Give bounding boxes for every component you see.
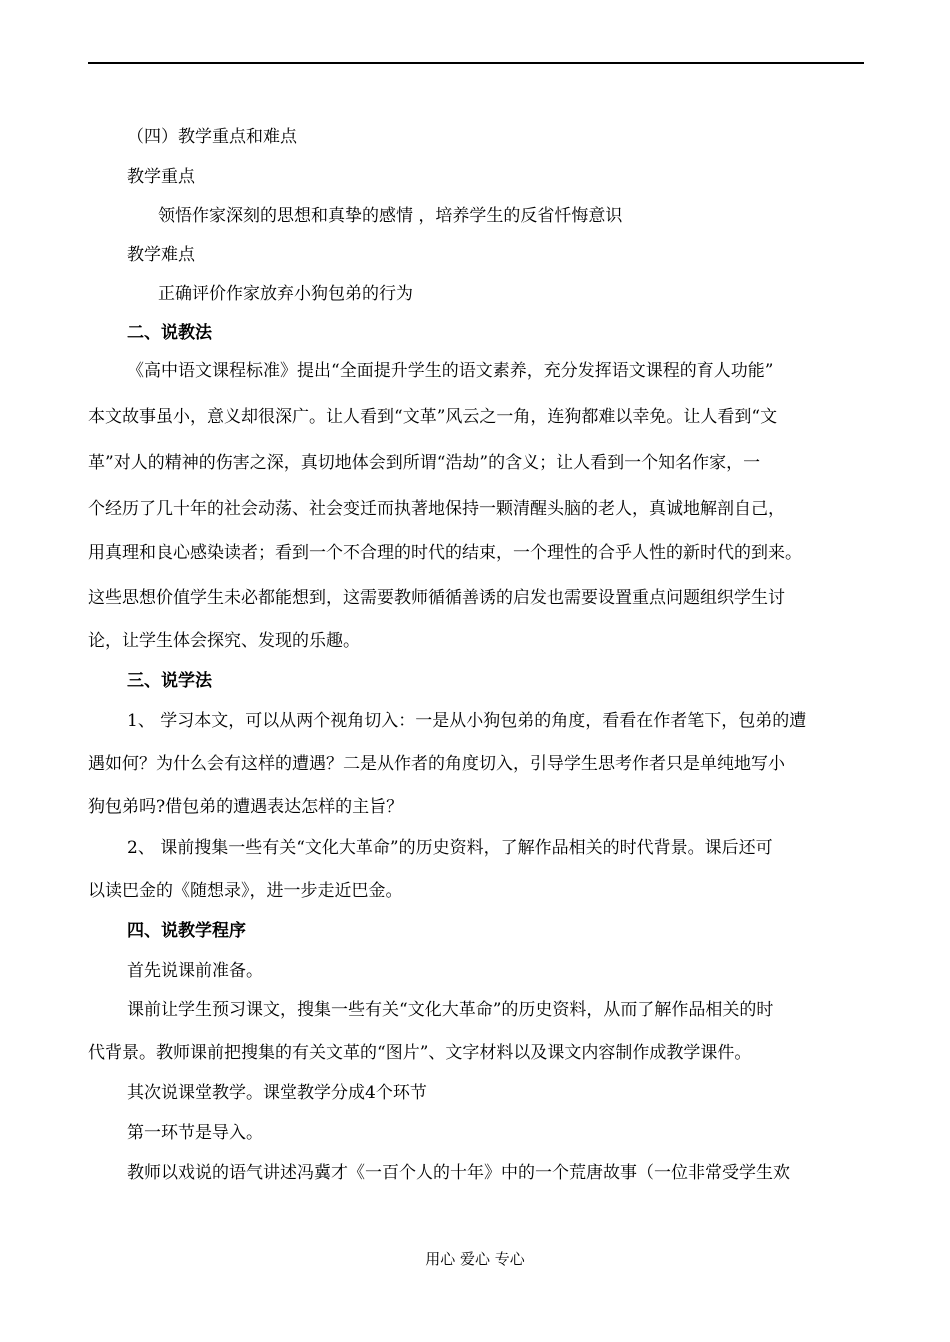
- paragraph-line: 狗包弟吗?借包弟的遭遇表达怎样的主旨？: [88, 797, 404, 817]
- subsection-heading: （四）教学重点和难点: [127, 127, 297, 147]
- list-item-2: 2、 课前搜集一些有关“文化大革命”的历史资料，了解作品相关的时代背景。课后还可: [127, 838, 773, 858]
- section-heading-teaching-method: 二、说教法: [127, 323, 212, 343]
- section-heading-teaching-procedure: 四、说教学程序: [127, 921, 246, 941]
- paragraph-line: 教师以戏说的语气讲述冯冀才《一百个人的十年》中的一个荒唐故事（一位非常受学生欢: [127, 1163, 790, 1183]
- paragraph-line: 其次说课堂教学。课堂教学分成4个环节: [127, 1083, 427, 1103]
- paragraph-line: 《高中语文课程标准》提出“全面提升学生的语文素养，充分发挥语文课程的育人功能”: [127, 361, 774, 381]
- paragraph-line: 课前让学生预习课文，搜集一些有关“文化大革命”的历史资料，从而了解作品相关的时: [127, 1000, 774, 1020]
- page-footer: 用心 爱心 专心: [425, 1250, 525, 1268]
- difficulties-text: 正确评价作家放弃小狗包弟的行为: [158, 284, 413, 304]
- paragraph-line: 革”对人的精神的伤害之深，真切地体会到所谓“浩劫”的含义；让人看到一个知名作家，一: [88, 453, 761, 473]
- paragraph-line: 遇如何？为什么会有这样的遭遇？二是从作者的角度切入，引导学生思考作者只是单纯地写小: [88, 754, 785, 774]
- paragraph-line: 第一环节是导入。: [127, 1123, 263, 1143]
- list-item-1: 1、 学习本文，可以从两个视角切入：一是从小狗包弟的角度，看看在作者笔下，包弟的遭: [127, 711, 807, 731]
- paragraph-line: 首先说课前准备。: [127, 961, 263, 981]
- label-key-points: 教学重点: [127, 167, 195, 187]
- key-points-text: 领悟作家深刻的思想和真挚的感情 ，培养学生的反省忏悔意识: [158, 206, 623, 226]
- section-heading-learning-method: 三、说学法: [127, 671, 212, 691]
- label-difficulties: 教学难点: [127, 245, 195, 265]
- paragraph-line: 本文故事虽小，意义却很深广。让人看到“文革”风云之一角，连狗都难以幸免。让人看到“文: [88, 407, 778, 427]
- paragraph-line: 用真理和良心感染读者；看到一个不合理的时代的结束，一个理性的合乎人性的新时代的到来。: [88, 543, 802, 563]
- paragraph-line: 个经历了几十年的社会动荡、社会变迁而执著地保持一颗清醒头脑的老人，真诚地解剖自己，: [88, 499, 785, 519]
- paragraph-line: 论，让学生体会探究、发现的乐趣。: [88, 631, 360, 651]
- paragraph-line: 这些思想价值学生未必都能想到，这需要教师循循善诱的启发也需要设置重点问题组织学生讨: [88, 588, 785, 608]
- header-rule: [88, 62, 864, 64]
- paragraph-line: 以读巴金的《随想录》，进一步走近巴金。: [88, 881, 403, 901]
- paragraph-line: 代背景。教师课前把搜集的有关文革的“图片”、文字材料以及课文内容制作成教学课件。: [88, 1043, 752, 1063]
